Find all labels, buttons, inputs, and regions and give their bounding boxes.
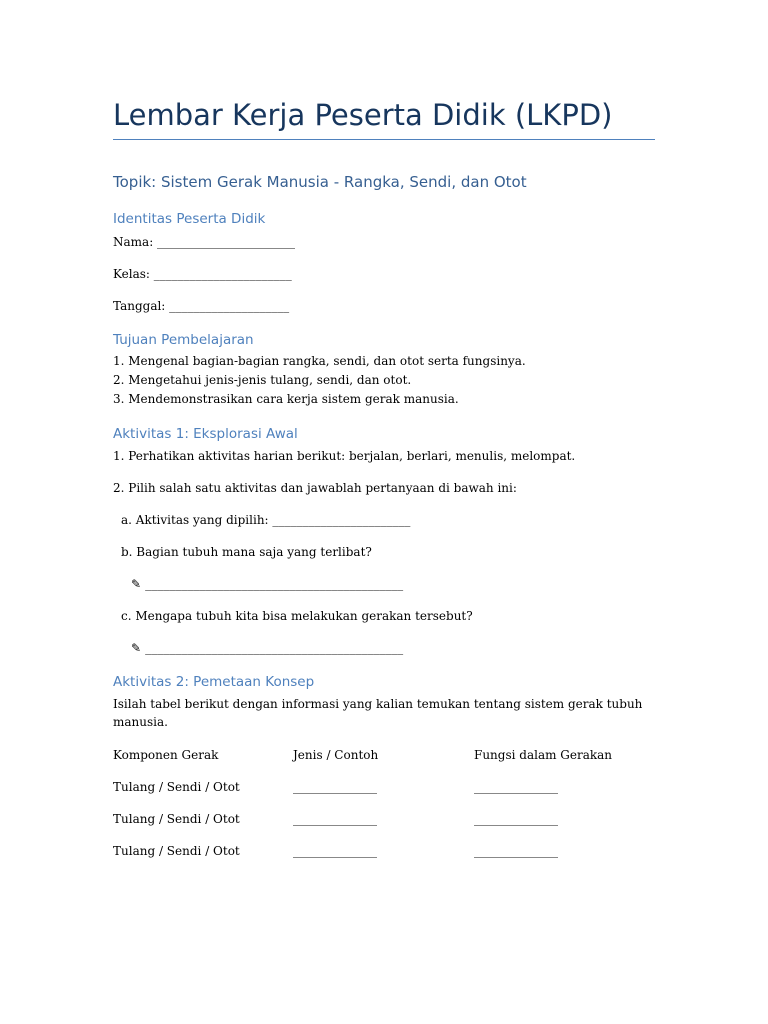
title-underline xyxy=(113,139,655,140)
table-header-type: Jenis / Contoh xyxy=(293,748,379,762)
activity2-intro: Isilah tabel berikut dengan informasi yang kalian temukan tentang sistem gerak tubuh manusia. xyxy=(113,697,643,729)
table-cell: ______________ xyxy=(474,780,558,794)
table-header-function: Fungsi dalam Gerakan xyxy=(474,748,613,762)
activity1-question-a: a. Aktivitas yang dipilih: _______________________ xyxy=(121,513,411,527)
table-cell: ______________ xyxy=(293,812,377,826)
activity1-answer-c xyxy=(131,639,403,657)
pencil-icon: ✎ xyxy=(131,577,142,591)
table-cell: ______________ xyxy=(293,780,377,794)
answer-line: ___________________________________________ xyxy=(145,641,404,655)
objective-item: 3. Mendemonstrasikan cara kerja sistem gerak manusia. xyxy=(113,392,459,406)
objectives-list xyxy=(113,352,526,409)
activity1-question-1: 1. Perhatikan aktivitas harian berikut: berjalan, berlari, menulis, melompat. xyxy=(113,449,576,463)
activity1-answer-b xyxy=(131,575,403,593)
objectives-heading: Tujuan Pembelajaran xyxy=(113,332,254,348)
table-cell: ______________ xyxy=(474,844,558,858)
identity-heading: Identitas Peserta Didik xyxy=(113,211,266,227)
objective-item: 2. Mengetahui jenis-jenis tulang, sendi, dan otot. xyxy=(113,373,412,387)
activity1-question-c: c. Mengapa tubuh kita bisa melakukan gerakan tersebut? xyxy=(121,609,473,623)
table-cell: Tulang / Sendi / Otot xyxy=(113,844,240,858)
activity1-heading: Aktivitas 1: Eksplorasi Awal xyxy=(113,426,298,442)
class-field: Kelas: _______________________ xyxy=(113,267,292,281)
table-header-component: Komponen Gerak xyxy=(113,748,219,762)
date-field: Tanggal: ____________________ xyxy=(113,299,290,313)
topic-heading: Topik: Sistem Gerak Manusia - Rangka, Sendi, dan Otot xyxy=(113,173,527,191)
table-cell: ______________ xyxy=(474,812,558,826)
name-field: Nama: _______________________ xyxy=(113,235,296,249)
activity2-heading: Aktivitas 2: Pemetaan Konsep xyxy=(113,674,315,690)
activity1-question-b: b. Bagian tubuh mana saja yang terlibat? xyxy=(121,545,372,559)
document-title: Lembar Kerja Peserta Didik (LKPD) xyxy=(113,98,613,132)
answer-line: ___________________________________________ xyxy=(145,577,404,591)
table-cell: Tulang / Sendi / Otot xyxy=(113,780,240,794)
objective-item: 1. Mengenal bagian-bagian rangka, sendi, dan otot serta fungsinya. xyxy=(113,354,526,368)
table-cell: ______________ xyxy=(293,844,377,858)
table-cell: Tulang / Sendi / Otot xyxy=(113,812,240,826)
pencil-icon: ✎ xyxy=(131,641,142,655)
activity1-question-2: 2. Pilih salah satu aktivitas dan jawablah pertanyaan di bawah ini: xyxy=(113,481,517,495)
